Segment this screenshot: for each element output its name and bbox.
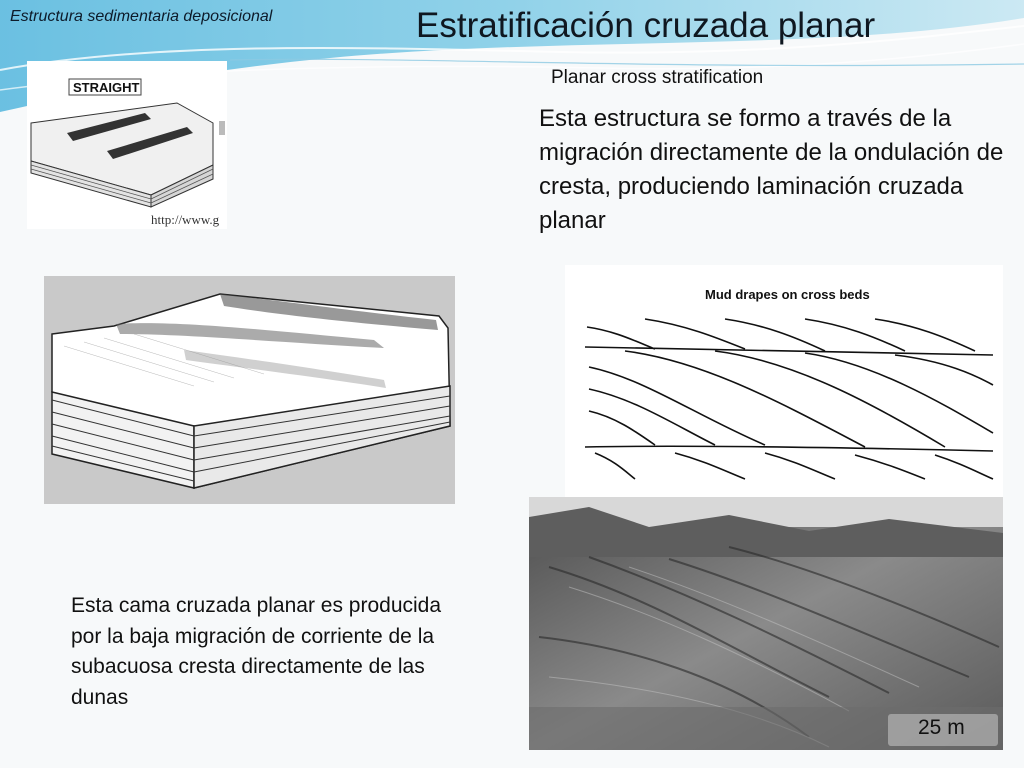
description-paragraph-bottom: Esta cama cruzada planar es producida por la baja migración de corriente de la subacuosa cresta directamente de las dunas — [71, 594, 442, 709]
straight-figure-url: http://www.g — [151, 212, 220, 227]
straight-ripple-figure — [27, 61, 227, 229]
slide-title: Estratificación cruzada planar — [416, 6, 876, 45]
mud-drapes-title: Mud drapes on cross beds — [705, 287, 870, 302]
slide-subtitle: Planar cross stratification — [551, 67, 764, 88]
description-paragraph-top: Esta estructura se formo a través de la migración directamente de la ondulación de cresta, produciendo laminación cruzada planar — [539, 105, 1004, 234]
header-kicker: Estructura sedimentaria deposicional — [10, 8, 273, 25]
straight-label: STRAIGHT — [73, 80, 140, 95]
mud-drapes-diagram — [565, 265, 1003, 501]
ripple-block-diagram — [44, 276, 455, 504]
outcrop-photo — [529, 497, 1003, 750]
scale-label: 25 m — [918, 716, 965, 739]
